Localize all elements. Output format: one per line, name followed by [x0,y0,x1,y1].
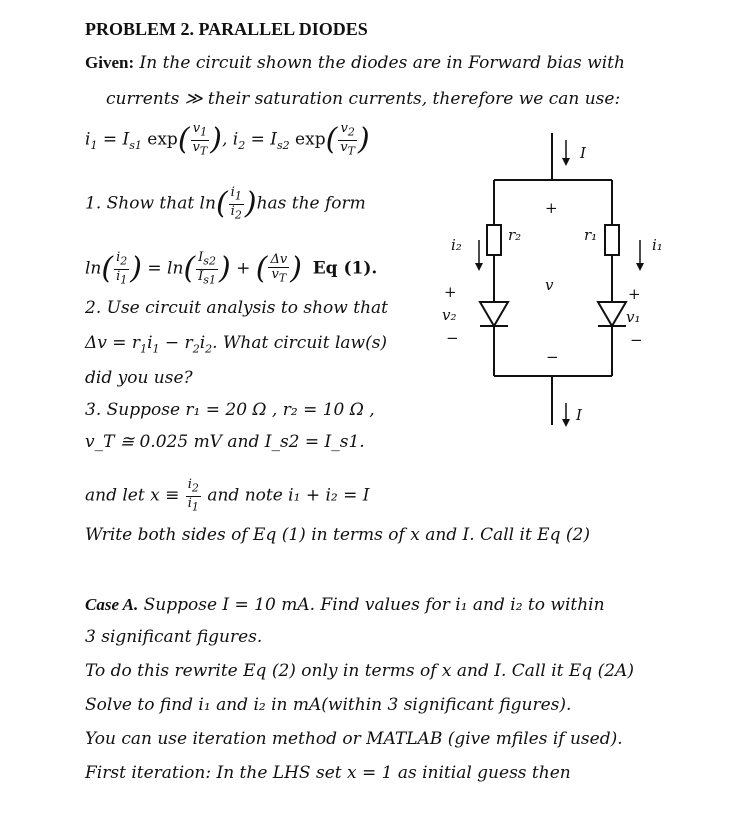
v-minus: − [546,348,559,366]
r2-resistor [487,225,501,255]
v1-label: v₁ [626,308,641,326]
q3-line-3-b: and note i₁ + i₂ = I [207,485,370,506]
i1-arrow-head [636,263,644,271]
equation-1: ln( $\frac{i_2}{i_1}$ ) = ln( $\frac{I_{s2}}{I_{s1}}$ ) + ( $\frac{\Delta v}{v_T}$ ) Eq (1). [85,250,378,287]
case-a-text: Suppose I = 10 mA. Find values for i₁ and i₂ to within [143,595,605,615]
q2-line-2-tail: . What circuit law(s) [212,333,388,353]
i2-arrow-head [475,263,483,271]
d1-diode-triangle [598,302,626,326]
v-plus: + [545,199,558,217]
q3-line-3: and let x ≡ $\frac{i_2}{i_1}$ and note i₁ + i₂ = I [85,477,370,514]
i1-label: i₁ [652,236,663,254]
i-bottom-label: I [576,406,582,424]
q1-has-form: has the form [256,193,366,214]
i-bottom-arrow-head [562,419,570,427]
case-a-line-2: 3 significant figures. [85,627,263,647]
question-1: 1. Show that ln( $\frac{i_1}{i_2}$ )has the form [85,185,366,222]
given-text-2: currents ≫ their saturation currents, therefore we can use: [106,89,621,109]
q3-line-3-a: and let x ≡ [85,485,180,506]
case-a-line-5: You can use iteration method or MATLAB (give mfiles if used). [85,729,623,749]
v1-plus: + [628,285,641,303]
q2-line-2: $\Delta v = r_1i_1 - r_2i_2$. What circuit law(s) [85,333,388,356]
i-top-label: I [580,144,586,162]
q2-line-1: 2. Use circuit analysis to show that [85,298,388,318]
given-label: Given: [85,53,135,72]
v2-label: v₂ [442,306,457,324]
v1-minus: − [630,331,643,349]
v-label: v [545,276,554,294]
q3-line-2: v_T ≅ 0.025 mV and I_s2 = I_s1. [85,432,365,452]
eq1-label: Eq (1). [312,258,378,279]
q1-text: 1. Show that [85,193,195,214]
diode-equations: $i_1 = I_{s1}$ exp( $\frac{v_1}{v_T}$ ), $i_2 = I_{s2}$ exp( $\frac{v_2}{v_T}$ ) [85,121,370,158]
case-a-line-6: First iteration: In the LHS set x = 1 as initial guess then [85,763,571,783]
d2-diode-triangle [480,302,508,326]
problem-title: PROBLEM 2. PARALLEL DIODES [85,19,368,39]
q2-line-3: did you use? [85,368,193,388]
case-a-line-4: Solve to find i₁ and i₂ in mA(within 3 significant figures). [85,695,572,715]
r2-label: r₂ [508,226,522,244]
given-text: In the circuit shown the diodes are in Forward bias with [139,53,625,73]
i-top-arrow-head [562,158,570,166]
r1-resistor [605,225,619,255]
r1-label: r₁ [584,226,598,244]
write-line: Write both sides of Eq (1) in terms of x and I. Call it Eq (2) [85,525,590,545]
case-a-line-3: To do this rewrite Eq (2) only in terms of x and I. Call it Eq (2A) [85,661,634,681]
v2-minus: − [446,329,459,347]
i2-label: i₂ [451,236,462,254]
case-a-label: Case A. [85,595,139,614]
q3-line-1: 3. Suppose r₁ = 20 Ω , r₂ = 10 Ω , [85,400,375,420]
v2-plus: + [444,283,457,301]
